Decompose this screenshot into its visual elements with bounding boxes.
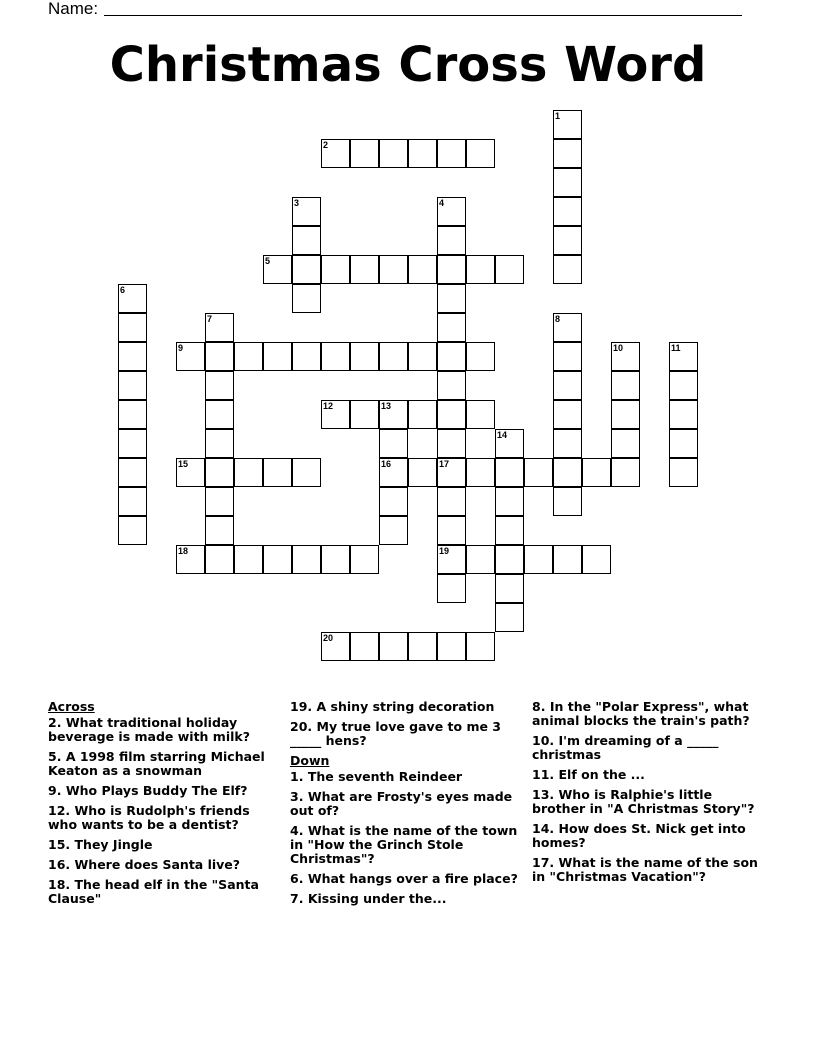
crossword-cell[interactable] (292, 255, 321, 284)
crossword-cell[interactable] (437, 139, 466, 168)
clue-number: 19. (290, 699, 313, 714)
crossword-cell[interactable] (118, 284, 147, 313)
crossword-cell[interactable] (582, 545, 611, 574)
cell-number: 5 (265, 256, 271, 266)
clues-column-1 (48, 700, 280, 912)
clue-text: Who Plays Buddy The Elf? (65, 783, 248, 798)
crossword-cell[interactable] (495, 255, 524, 284)
crossword-cell[interactable] (466, 342, 495, 371)
crossword-cell[interactable] (408, 458, 437, 487)
cell-number: 20 (323, 633, 334, 643)
crossword-cell[interactable] (437, 342, 466, 371)
clues-column-3 (532, 700, 768, 890)
crossword-cell[interactable] (263, 458, 292, 487)
crossword-cell[interactable] (350, 545, 379, 574)
clue-text: What is the name of the town in "How the Grinch Stole Christmas"? (290, 823, 518, 866)
cell-number: 3 (294, 198, 300, 208)
crossword-cell[interactable] (379, 255, 408, 284)
clue-number: 7. (290, 891, 304, 906)
crossword-cell[interactable] (437, 371, 466, 400)
clue-item (48, 750, 280, 778)
crossword-cell[interactable] (611, 371, 640, 400)
crossword-cell[interactable] (524, 458, 553, 487)
cell-number: 13 (381, 401, 392, 411)
crossword-cell[interactable] (553, 400, 582, 429)
crossword-cell[interactable] (495, 603, 524, 632)
crossword-cell[interactable] (553, 139, 582, 168)
crossword-cell[interactable] (350, 255, 379, 284)
clue-item (532, 856, 768, 884)
clue-item (532, 768, 768, 782)
clue-text: In the "Polar Express", what animal blocks the train's path? (532, 699, 750, 728)
crossword-cell[interactable] (553, 545, 582, 574)
crossword-cell[interactable] (379, 429, 408, 458)
clue-text: I'm dreaming of a _____ christmas (532, 733, 719, 762)
cell-number: 16 (381, 459, 392, 469)
crossword-cell[interactable] (553, 226, 582, 255)
crossword-cell[interactable] (118, 371, 147, 400)
crossword-cell[interactable] (350, 400, 379, 429)
cell-number: 15 (178, 459, 189, 469)
clue-text: Elf on the ... (558, 767, 645, 782)
down-clue-list (290, 770, 522, 906)
name-label: Name: (48, 0, 99, 18)
crossword-cell[interactable] (553, 371, 582, 400)
crossword-cell[interactable] (553, 487, 582, 516)
crossword-cell[interactable] (292, 197, 321, 226)
crossword-cell[interactable] (118, 400, 147, 429)
cell-number: 19 (439, 546, 450, 556)
crossword-cell[interactable] (495, 516, 524, 545)
crossword-cell[interactable] (350, 632, 379, 661)
crossword-cell[interactable] (176, 545, 205, 574)
crossword-cell[interactable] (234, 458, 263, 487)
crossword-cell[interactable] (611, 458, 640, 487)
clue-item (290, 700, 522, 714)
crossword-cell[interactable] (437, 574, 466, 603)
clue-item (48, 784, 280, 798)
crossword-cell[interactable] (379, 487, 408, 516)
clue-number: 4. (290, 823, 304, 838)
crossword-cell[interactable] (205, 516, 234, 545)
crossword-cell[interactable] (379, 400, 408, 429)
cell-number: 1 (555, 111, 561, 121)
cell-number: 7 (207, 314, 213, 324)
crossword-cell[interactable] (582, 458, 611, 487)
crossword-cell[interactable] (553, 458, 582, 487)
cell-number: 8 (555, 314, 561, 324)
cell-number: 14 (497, 430, 508, 440)
crossword-cell[interactable] (205, 342, 234, 371)
clue-text: What traditional holiday beverage is made with milk? (48, 715, 250, 744)
cell-number: 4 (439, 198, 445, 208)
cell-number: 11 (671, 343, 681, 353)
cell-number: 17 (439, 459, 450, 469)
crossword-cell[interactable] (669, 458, 698, 487)
clue-number: 12. (48, 803, 71, 818)
down-clue-list-continued (532, 700, 768, 884)
cell-number: 10 (613, 343, 624, 353)
crossword-cell[interactable] (234, 342, 263, 371)
clue-item (290, 824, 522, 866)
crossword-cell[interactable] (263, 545, 292, 574)
crossword-cell[interactable] (205, 545, 234, 574)
clue-item (290, 720, 522, 748)
clue-number: 3. (290, 789, 304, 804)
crossword-cell[interactable] (553, 255, 582, 284)
crossword-cell[interactable] (205, 371, 234, 400)
crossword-cell[interactable] (553, 429, 582, 458)
crossword-cell[interactable] (176, 342, 205, 371)
clue-item (532, 788, 768, 816)
crossword-cell[interactable] (379, 632, 408, 661)
clue-item (290, 770, 522, 784)
clue-number: 8. (532, 699, 546, 714)
crossword-cell[interactable] (437, 458, 466, 487)
crossword-cell[interactable] (292, 458, 321, 487)
clue-text: How does St. Nick get into homes? (532, 821, 746, 850)
crossword-cell[interactable] (118, 429, 147, 458)
crossword-cell[interactable] (437, 632, 466, 661)
cell-number: 12 (323, 401, 334, 411)
crossword-cell[interactable] (437, 545, 466, 574)
crossword-cell[interactable] (437, 400, 466, 429)
clue-number: 9. (48, 783, 62, 798)
clue-text: Kissing under the... (307, 891, 447, 906)
crossword-cell[interactable] (292, 284, 321, 313)
crossword-cell[interactable] (118, 342, 147, 371)
crossword-cell[interactable] (437, 284, 466, 313)
crossword-cell[interactable] (466, 400, 495, 429)
clue-text: The seventh Reindeer (307, 769, 463, 784)
crossword-cell[interactable] (495, 574, 524, 603)
crossword-cell[interactable] (205, 487, 234, 516)
clue-text: What hangs over a fire place? (307, 871, 518, 886)
crossword-cell[interactable] (379, 516, 408, 545)
crossword-cell[interactable] (553, 197, 582, 226)
crossword-cell[interactable] (495, 429, 524, 458)
crossword-cell[interactable] (321, 632, 350, 661)
cell-number: 9 (178, 343, 184, 353)
crossword-cell[interactable] (437, 487, 466, 516)
clue-text: My true love gave to me 3 _____ hens? (290, 719, 502, 748)
clue-item (290, 872, 522, 886)
crossword-cell[interactable] (466, 632, 495, 661)
clue-item (290, 892, 522, 906)
clue-number: 13. (532, 787, 555, 802)
clue-item (532, 822, 768, 850)
crossword-cell[interactable] (437, 197, 466, 226)
crossword-cell[interactable] (321, 139, 350, 168)
crossword-cell[interactable] (553, 110, 582, 139)
clue-number: 2. (48, 715, 62, 730)
crossword-cell[interactable] (118, 487, 147, 516)
cell-number: 2 (323, 140, 329, 150)
crossword-cell[interactable] (292, 342, 321, 371)
clue-number: 16. (48, 857, 71, 872)
crossword-cell[interactable] (611, 342, 640, 371)
crossword-cell[interactable] (292, 226, 321, 255)
clue-item (48, 858, 280, 872)
crossword-cell[interactable] (263, 255, 292, 284)
crossword-cell[interactable] (234, 545, 263, 574)
clue-item (532, 734, 768, 762)
clue-text: The head elf in the "Santa Clause" (48, 877, 259, 906)
clue-number: 6. (290, 871, 304, 886)
clue-text: Who is Rudolph's friends who wants to be a dentist? (48, 803, 250, 832)
crossword-cell[interactable] (437, 313, 466, 342)
clue-text: Where does Santa live? (74, 857, 241, 872)
crossword-cell[interactable] (466, 139, 495, 168)
crossword-cell[interactable] (408, 255, 437, 284)
crossword-cell[interactable] (669, 342, 698, 371)
crossword-cell[interactable] (553, 313, 582, 342)
crossword-cell[interactable] (408, 139, 437, 168)
down-header: Down (290, 753, 330, 768)
crossword-cell[interactable] (437, 226, 466, 255)
clue-number: 14. (532, 821, 555, 836)
across-header: Across (48, 699, 95, 714)
across-clue-list (48, 716, 280, 906)
crossword-cell[interactable] (350, 139, 379, 168)
clue-number: 5. (48, 749, 62, 764)
crossword-cell[interactable] (321, 342, 350, 371)
crossword-cell[interactable] (553, 168, 582, 197)
crossword-cell[interactable] (205, 313, 234, 342)
crossword-cell[interactable] (495, 545, 524, 574)
crossword-cell[interactable] (205, 458, 234, 487)
crossword-cell[interactable] (321, 400, 350, 429)
clue-number: 20. (290, 719, 313, 734)
crossword-cell[interactable] (611, 400, 640, 429)
crossword-cell[interactable] (350, 342, 379, 371)
crossword-cell[interactable] (118, 516, 147, 545)
page-title: Christmas Cross Word (109, 37, 707, 93)
clue-text: A 1998 film starring Michael Keaton as a snowman (48, 749, 265, 778)
crossword-cell[interactable] (466, 255, 495, 284)
clue-text: A shiny string decoration (316, 699, 495, 714)
clue-item (48, 878, 280, 906)
clue-number: 18. (48, 877, 71, 892)
clue-text: What are Frosty's eyes made out of? (290, 789, 513, 818)
crossword-cell[interactable] (292, 545, 321, 574)
crossword-cell[interactable] (408, 400, 437, 429)
crossword-cell[interactable] (437, 429, 466, 458)
clue-text: What is the name of the son in "Christmas Vacation"? (532, 855, 758, 884)
crossword-cell[interactable] (379, 458, 408, 487)
crossword-cell[interactable] (176, 458, 205, 487)
clue-text: Who is Ralphie's little brother in "A Christmas Story"? (532, 787, 755, 816)
crossword-cell[interactable] (408, 342, 437, 371)
crossword-cell[interactable] (669, 400, 698, 429)
clue-number: 10. (532, 733, 555, 748)
clues-column-2 (290, 700, 522, 912)
clue-number: 15. (48, 837, 71, 852)
crossword-cell[interactable] (118, 458, 147, 487)
crossword-cell[interactable] (524, 545, 553, 574)
crossword-cell[interactable] (437, 516, 466, 545)
crossword-cell[interactable] (205, 429, 234, 458)
crossword-cell[interactable] (408, 632, 437, 661)
crossword-cell[interactable] (321, 255, 350, 284)
clue-item (290, 790, 522, 818)
crossword-cell[interactable] (495, 487, 524, 516)
clue-text: They Jingle (74, 837, 153, 852)
crossword-cell[interactable] (321, 545, 350, 574)
crossword-cell[interactable] (553, 342, 582, 371)
crossword-cell[interactable] (263, 342, 292, 371)
crossword-cell[interactable] (466, 458, 495, 487)
crossword-cell[interactable] (466, 545, 495, 574)
crossword-cell[interactable] (205, 400, 234, 429)
crossword-cell[interactable] (379, 342, 408, 371)
crossword-cell[interactable] (611, 429, 640, 458)
crossword-cell[interactable] (669, 371, 698, 400)
crossword-cell[interactable] (437, 255, 466, 284)
clue-item (48, 716, 280, 744)
crossword-cell[interactable] (495, 458, 524, 487)
clue-item (48, 804, 280, 832)
clue-number: 17. (532, 855, 555, 870)
across-clue-list-continued (290, 700, 522, 748)
clue-number: 1. (290, 769, 304, 784)
cell-number: 6 (120, 285, 126, 295)
clue-item (532, 700, 768, 728)
clue-number: 11. (532, 767, 555, 782)
cell-number: 18 (178, 546, 189, 556)
crossword-cell[interactable] (669, 429, 698, 458)
crossword-cell[interactable] (379, 139, 408, 168)
clue-item (48, 838, 280, 852)
crossword-cell[interactable] (118, 313, 147, 342)
